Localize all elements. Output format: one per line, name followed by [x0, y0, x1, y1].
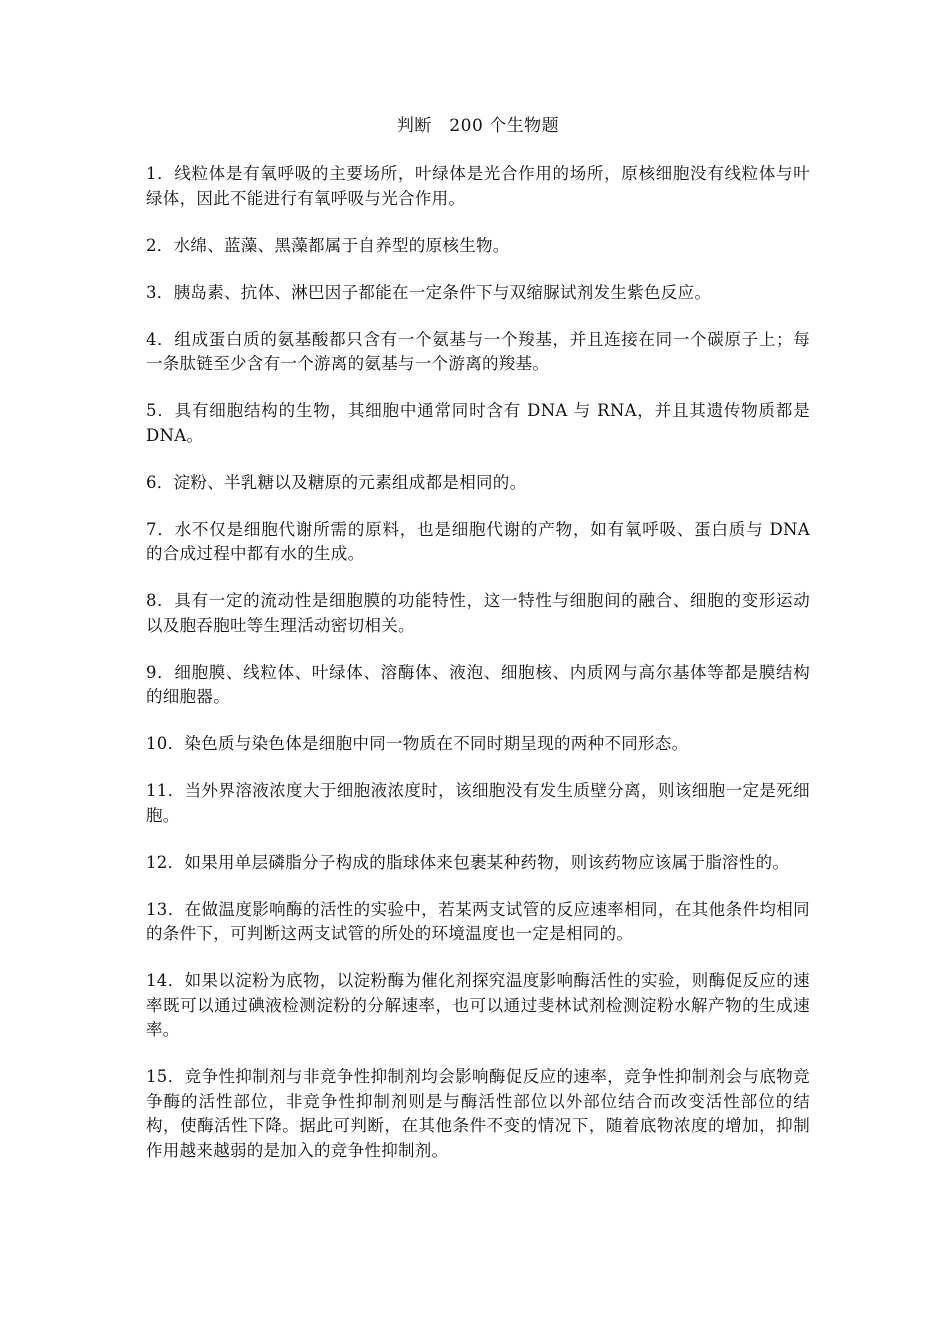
- question-item: [146, 328, 810, 377]
- question-text: 胰岛素、抗体、淋巴因子都能在一定条件下与双缩脲试剂发生紫色反应。: [173, 282, 712, 302]
- question-item: [146, 851, 810, 876]
- question-number: 9．: [146, 662, 175, 682]
- question-item: [146, 1065, 810, 1163]
- question-number: 3．: [146, 282, 174, 302]
- question-text: 水绵、蓝藻、黑藻都属于自养型的原核生物。: [173, 235, 510, 255]
- document-page: [146, 112, 810, 1186]
- question-text: 线粒体是有氧呼吸的主要场所，叶绿体是光合作用的场所，原核细胞没有线粒体与叶绿体，因此不能进行有氧呼吸与光合作用。: [146, 164, 810, 208]
- question-text: 当外界溶液浓度大于细胞液浓度时，该细胞没有发生质壁分离，则该细胞一定是死细胞。: [146, 781, 810, 825]
- question-number: 7．: [146, 519, 175, 539]
- question-item: [146, 779, 810, 828]
- question-number: 8．: [146, 591, 175, 610]
- question-item: [146, 898, 810, 947]
- question-item: [146, 162, 810, 211]
- question-item: [146, 471, 810, 496]
- question-text: 如果用单层磷脂分子构成的脂球体来包裹某种药物，则该药物应该属于脂溶性的。: [184, 852, 790, 872]
- question-text: 淀粉、半乳糖以及糖原的元素组成都是相同的。: [173, 472, 527, 492]
- question-text: 水不仅是细胞代谢所需的原料，也是细胞代谢的产物，如有氧呼吸、蛋白质与 DNA 的合成过程中都有水的生成。: [146, 519, 810, 563]
- question-number: 10．: [146, 734, 185, 753]
- question-text: 竞争性抑制剂与非竞争性抑制剂均会影响酶促反应的速率，竞争性抑制剂会与底物竞争酶的活性部位，非竞争性抑制剂则是与酶活性部位以外部位结合而改变活性部位的结构，使酶活性下降。据此可判断，在其他条件不变的情况下，随着底物浓度的增加，抑制作用越来越弱的是加入的竞争性抑制剂。: [146, 1067, 810, 1160]
- document-title: 判断 200 个生物题: [396, 116, 560, 136]
- question-number: 13．: [146, 899, 185, 919]
- question-number: 14．: [146, 971, 185, 990]
- question-item: [146, 732, 810, 757]
- question-text: 如果以淀粉为底物，以淀粉酶为催化剂探究温度影响酶活性的实验，则酶促反应的速率既可以通过碘液检测淀粉的分解速率，也可以通过斐林试剂检测淀粉水解产物的生成速率。: [146, 971, 810, 1039]
- question-item: [146, 399, 810, 448]
- question-text: 细胞膜、线粒体、叶绿体、溶酶体、液泡、细胞核、内质网与高尔基体等都是膜结构的细胞器。: [146, 662, 810, 706]
- question-text: 具有一定的流动性是细胞膜的功能特性，这一特性与细胞间的融合、细胞的变形运动以及胞吞胞吐等生理活动密切相关。: [146, 591, 810, 635]
- question-number: 1．: [146, 164, 175, 183]
- question-number: 5．: [146, 401, 175, 420]
- question-item: [146, 661, 810, 710]
- question-number: 11．: [146, 781, 185, 800]
- question-number: 15．: [146, 1067, 185, 1086]
- question-text: 组成蛋白质的氨基酸都只含有一个氨基与一个羧基，并且连接在同一个碳原子上；每一条肽链至少含有一个游离的氨基与一个游离的羧基。: [146, 329, 810, 373]
- question-text: 染色质与染色体是细胞中同一物质在不同时期呈现的两种不同形态。: [184, 734, 689, 753]
- question-item: [146, 234, 810, 259]
- question-item: [146, 969, 810, 1043]
- question-number: 6．: [146, 472, 174, 492]
- question-item: [146, 589, 810, 638]
- question-item: [146, 281, 810, 306]
- question-item: [146, 518, 810, 567]
- question-number: 2．: [146, 235, 174, 255]
- question-number: 12．: [146, 852, 185, 872]
- question-text: 具有细胞结构的生物，其细胞中通常同时含有 DNA 与 RNA，并且其遗传物质都是 DNA。: [146, 401, 811, 445]
- question-number: 4．: [146, 329, 175, 349]
- question-text: 在做温度影响酶的活性的实验中，若某两支试管的反应速率相同，在其他条件均相同的条件下，可判断这两支试管的所处的环境温度也一定是相同的。: [146, 899, 810, 943]
